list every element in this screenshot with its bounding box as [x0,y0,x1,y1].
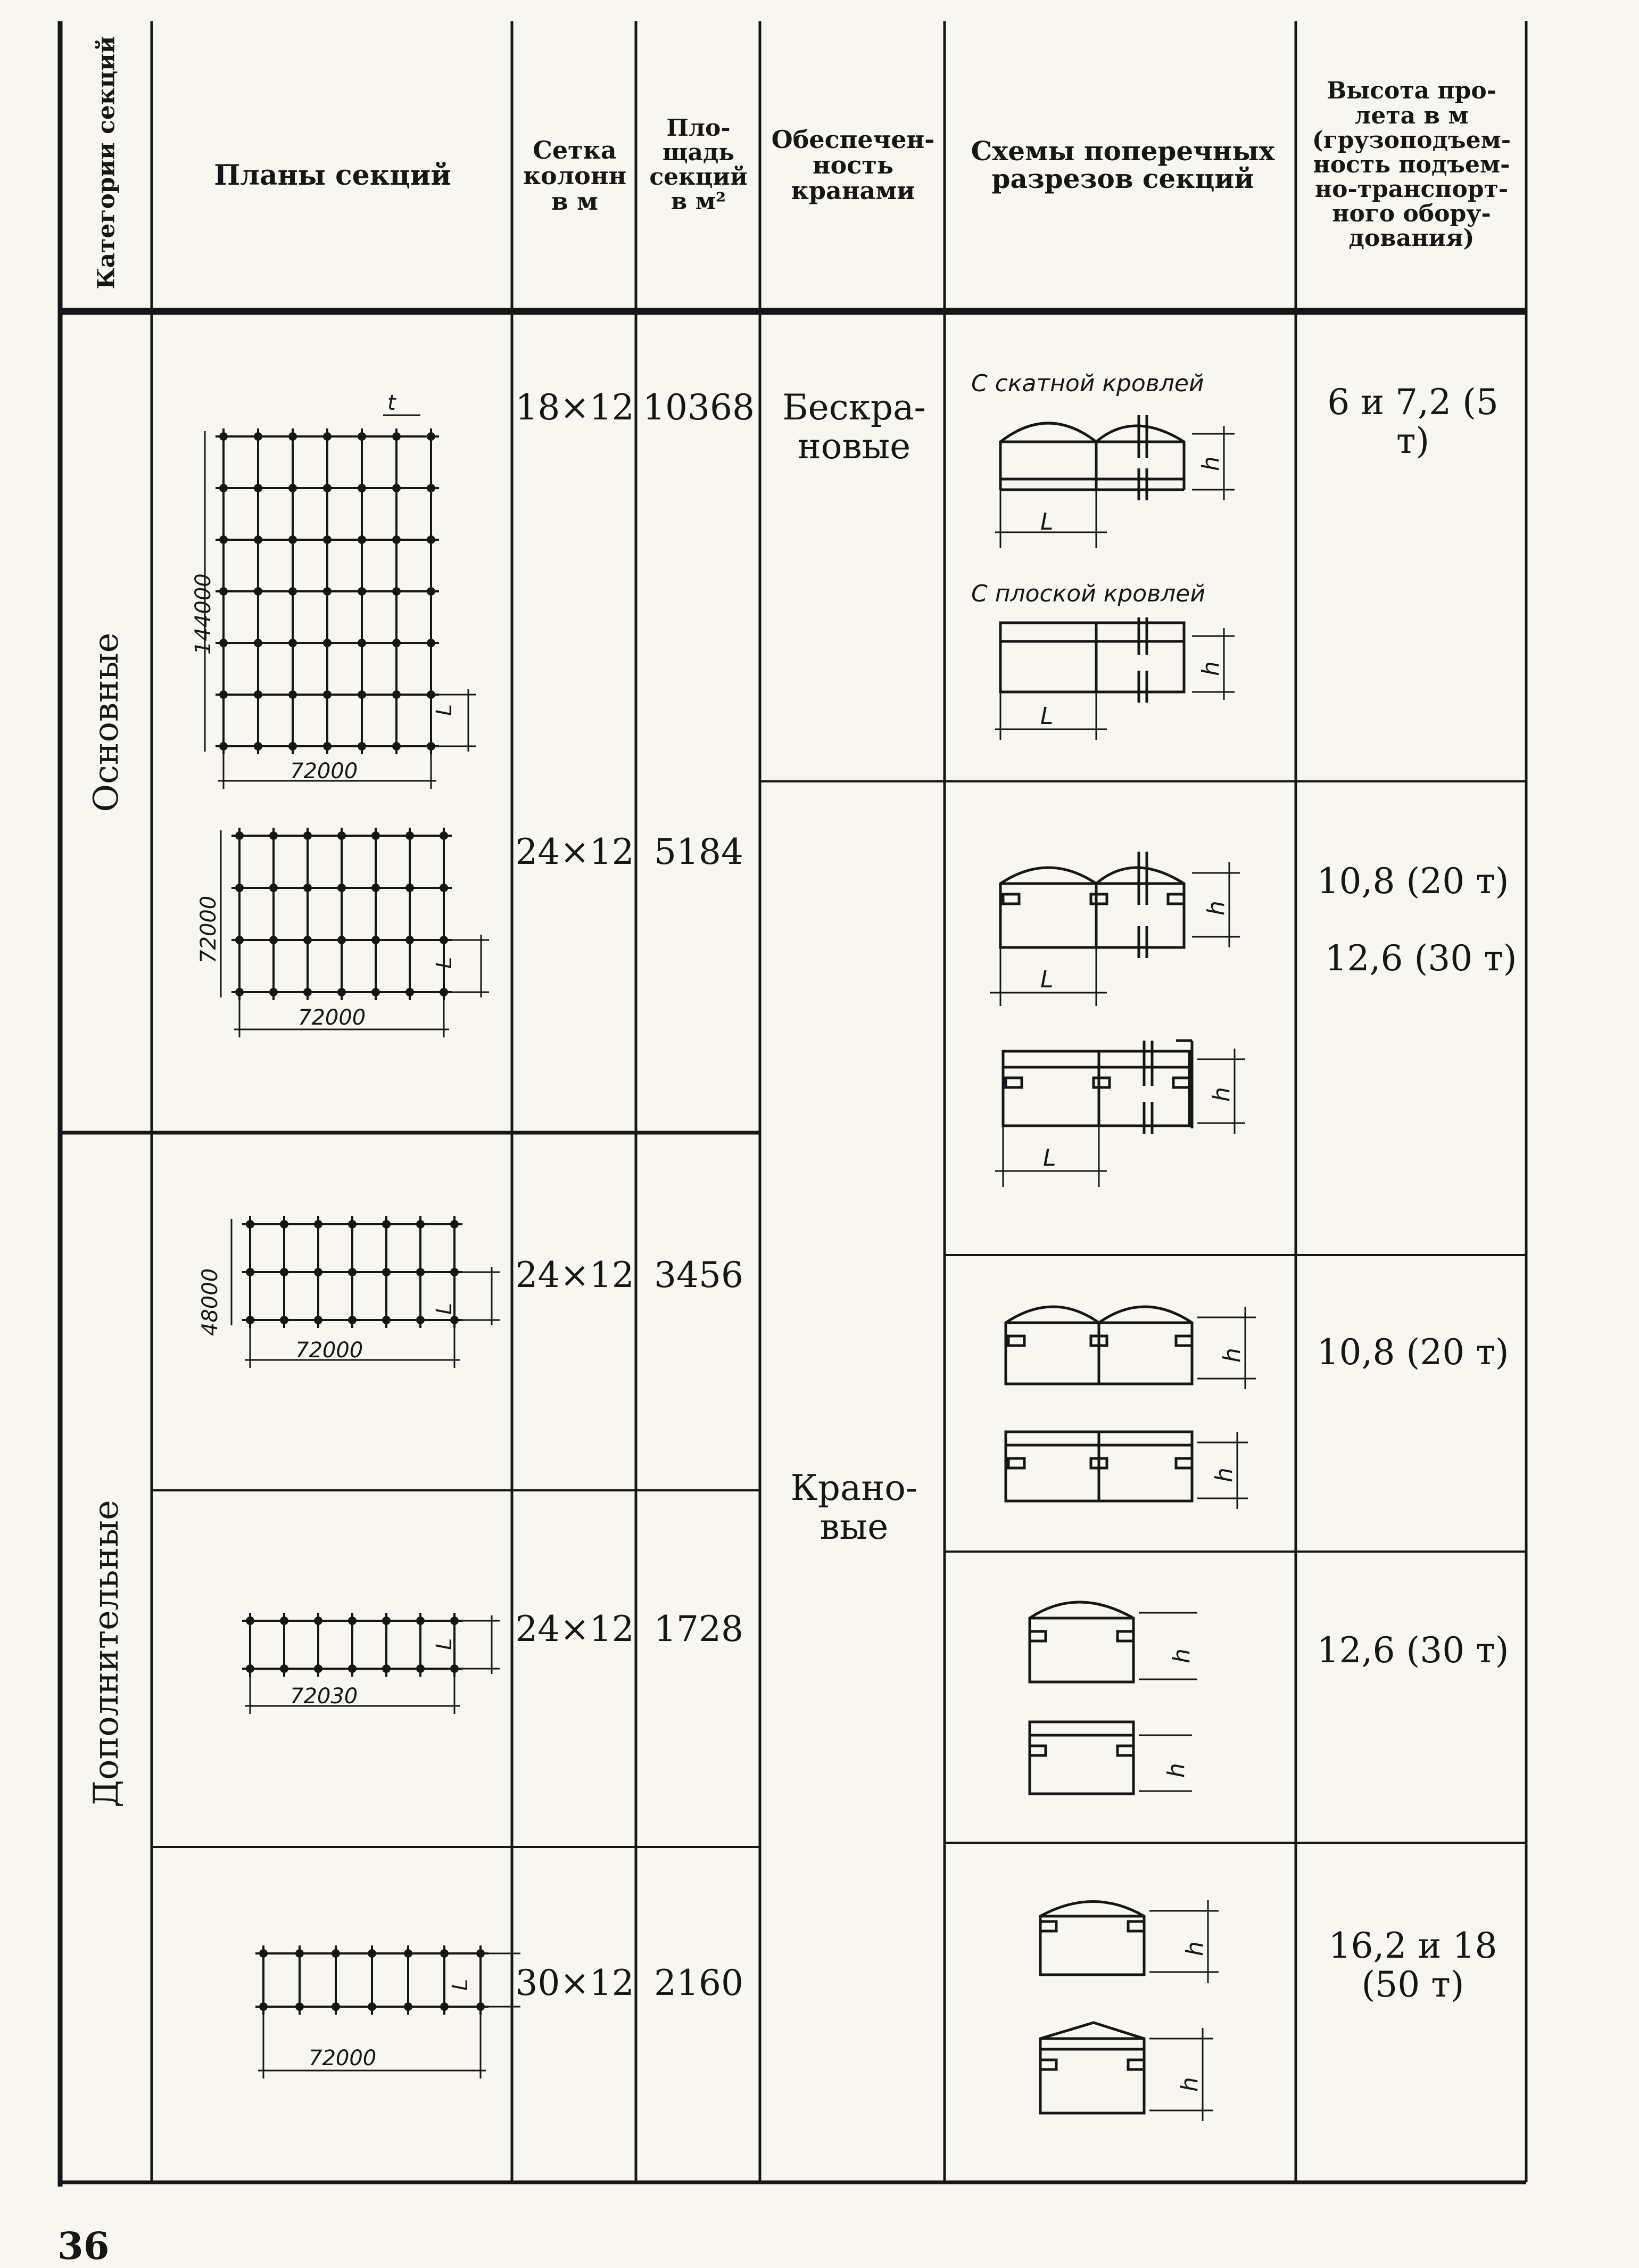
scheme-a-h: h [1197,456,1224,471]
header-grid: Сетка колонн в м [523,135,627,216]
section-5-area: 2160 [654,1962,743,2003]
category-main: Основные [87,632,126,812]
plan-1-width-label: 72000 [290,759,358,784]
height-1: 6 и 7,2 (5 т) [1327,382,1499,461]
section-5-grid: 30×12 [515,1962,634,2003]
plan-5-width-label: 72000 [309,2046,377,2071]
height-3: 10,8 (20 т) [1317,1332,1509,1373]
height-4: 12,6 (30 т) [1317,1630,1509,1671]
scheme-a-span: L [1040,508,1054,535]
scheme-b-h: h [1197,661,1224,676]
crane-group-crane: Крано-вые [790,1467,918,1547]
plan-1-t-label: t [387,391,396,415]
scheme-b-span: L [1040,703,1054,730]
caption-flat-roof: С плоской кровлей [971,580,1205,607]
scheme-j-h: h [1176,2077,1203,2092]
scheme-pitched-crane [990,852,1240,1006]
plan-3-l-label: L [432,1302,457,1315]
caption-pitched-roof: С скатной кровлей [971,370,1204,397]
scheme-flat-crane [995,1041,1245,1187]
plan-4-width-label: 72030 [290,1684,358,1709]
category-additional: Дополнительные [87,1500,126,1808]
scheme-i-h: h [1181,1941,1208,1956]
scheme-d-span: L [1043,1144,1056,1172]
section-4-grid: 24×12 [515,1609,634,1650]
scheme-f-h: h [1211,1467,1238,1482]
plan-4-l-label: L [432,1638,457,1650]
section-4-area: 1728 [654,1609,743,1650]
height-2b: 12,6 (30 т) [1325,938,1517,979]
plan-2-width-label: 72000 [298,1005,366,1030]
header-plans: Планы секций [214,159,451,192]
plan-2-length-label: 72000 [196,895,221,963]
scheme-c-h: h [1203,901,1230,916]
plan-5-l-label: L [448,1978,473,1991]
section-2-area: 5184 [654,831,743,872]
scheme-pitched-craneless [995,415,1235,548]
height-2a: 10,8 (20 т) [1317,861,1509,902]
plan-1-l-label: L [432,704,457,716]
scheme-g-h: h [1168,1648,1195,1663]
crane-group-craneless: Бескра-новые [782,387,926,467]
scheme-flat-craneless [995,617,1235,740]
header-area: Пло-щадь секций в м² [649,114,748,216]
scheme-flat-single [1030,1722,1192,1794]
height-5: 16,2 и 18 (50 т) [1328,1925,1497,2005]
section-1-grid: 18×12 [515,387,634,428]
scheme-pitched-single [1030,1602,1197,1682]
section-1-area: 10368 [643,387,755,428]
scheme-e-h: h [1219,1348,1246,1363]
header-height: Высота про-лета в м (грузоподъем-ность подъем-но-транспорт-ного обору-дования) [1312,77,1511,252]
section-3-area: 3456 [654,1255,743,1296]
section-3-grid: 24×12 [515,1255,634,1296]
plan-2-l-label: L [432,956,457,969]
page-number: 36 [57,2224,110,2268]
scheme-d-h: h [1208,1087,1235,1102]
header-schemes: Схемы поперечных разрезов секций [971,135,1275,194]
header-cranes: Обеспечен-ность кранами [771,125,935,205]
plan-3-length-label: 48000 [198,1268,222,1336]
scheme-c-span: L [1040,966,1054,993]
header-category: Категории секций [93,36,120,290]
scheme-h-h: h [1163,1763,1190,1778]
section-2-grid: 24×12 [515,831,634,872]
plan-1-length-label: 144000 [191,573,216,655]
plan-3-width-label: 72000 [295,1338,363,1363]
scheme-gabled-50t [1040,2023,1213,2121]
